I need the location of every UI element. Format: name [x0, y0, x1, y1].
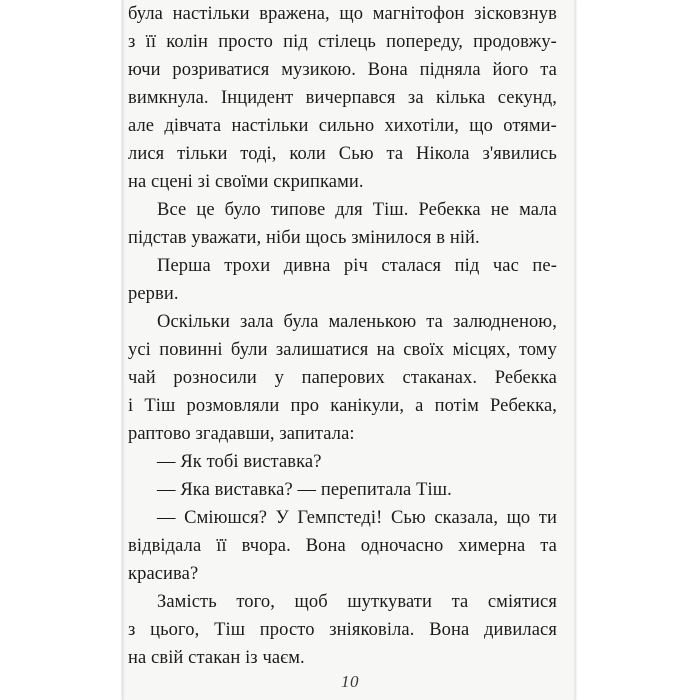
text-word: тобі: [206, 452, 239, 472]
text-word: настільки: [231, 116, 309, 136]
text-word: коли: [289, 144, 326, 164]
text-word: —: [157, 480, 176, 500]
text-word: що: [469, 116, 493, 136]
text-word: щоб: [294, 592, 328, 612]
text-word: мала: [519, 200, 557, 220]
page-number-folio: 10: [341, 672, 359, 691]
text-line: [128, 280, 557, 308]
text-line: [128, 644, 557, 672]
text-line: [128, 140, 557, 168]
text-word: Сміюшся?: [184, 508, 268, 528]
text-word: повинні: [159, 340, 223, 360]
text-line: [128, 196, 557, 224]
text-word: в: [436, 228, 446, 248]
text-line: [128, 616, 557, 644]
text-word: лися: [128, 144, 165, 164]
text-word: магнітофон: [372, 4, 465, 24]
text-line: [128, 0, 557, 28]
text-word: Перша: [157, 256, 211, 276]
text-line: [128, 84, 557, 112]
text-word: —: [297, 480, 317, 500]
text-word: зі: [197, 172, 211, 192]
text-line: [128, 112, 557, 140]
text-word: що: [506, 508, 531, 528]
text-word: потім: [434, 396, 479, 416]
text-word: отями-: [503, 116, 557, 136]
text-word: паперових: [301, 368, 385, 388]
text-word: з: [128, 620, 136, 640]
text-word: тільки: [177, 144, 228, 164]
text-word: її: [216, 536, 227, 556]
text-word: згадавши,: [195, 424, 275, 444]
text-word: сцені: [151, 172, 193, 192]
text-word: ючи: [128, 60, 161, 80]
text-line: [128, 532, 557, 560]
text-word: а: [415, 396, 424, 416]
text-word: на: [128, 172, 147, 192]
text-word: стілець: [318, 32, 376, 52]
text-word: Тіш.: [416, 480, 452, 500]
text-word: це: [196, 200, 215, 220]
text-line: [128, 476, 557, 504]
text-line: [128, 420, 557, 448]
text-word: на: [128, 648, 147, 668]
text-word: Тіш.: [372, 200, 409, 220]
text-word: запитала:: [279, 424, 355, 444]
text-word: її: [145, 32, 157, 52]
text-word: вимкнула.: [128, 88, 209, 108]
text-word: і: [128, 396, 134, 416]
text-word: стакан: [188, 648, 241, 668]
text-word: та: [540, 536, 557, 556]
text-word: дивилася: [484, 620, 557, 640]
text-word: красива?: [128, 564, 199, 584]
text-word: підняла: [419, 60, 481, 80]
text-word: своїми: [215, 172, 269, 192]
text-word: під: [283, 32, 308, 52]
text-word: хихотіли,: [384, 116, 460, 136]
text-line: [128, 588, 557, 616]
text-word: Ребекка: [494, 368, 557, 388]
text-word: скрипками.: [273, 172, 364, 192]
text-word: розносили: [173, 368, 257, 388]
text-word: місцях,: [452, 340, 511, 360]
text-line: [128, 28, 557, 56]
page-text-block: [128, 0, 557, 672]
text-word: Інцидент: [221, 88, 294, 108]
text-word: були: [230, 340, 268, 360]
text-word: типове: [270, 200, 326, 220]
text-word: виставка?: [243, 452, 322, 472]
text-word: сильно: [318, 116, 375, 136]
text-word: просто: [218, 32, 273, 52]
text-word: раптово: [128, 424, 191, 444]
text-word: із: [245, 648, 258, 668]
text-word: чаєм.: [262, 648, 305, 668]
text-word: того,: [236, 592, 275, 612]
text-word: розриватися: [172, 60, 270, 80]
text-word: з: [128, 32, 136, 52]
text-word: свій: [151, 648, 184, 668]
text-word: була: [283, 312, 319, 332]
text-word: Нікола: [416, 144, 470, 164]
text-word: Тіш: [144, 396, 176, 416]
text-word: Оскільки: [157, 312, 231, 332]
text-word: під: [454, 256, 480, 276]
text-word: настільки: [172, 4, 250, 24]
text-word: просто: [259, 620, 315, 640]
text-word: зніяковіла.: [329, 620, 415, 640]
text-word: вичерпався: [305, 88, 396, 108]
text-word: продовжу-: [473, 32, 557, 52]
text-word: колін: [166, 32, 209, 52]
text-word: Вона: [305, 536, 346, 556]
text-word: цього,: [150, 620, 200, 640]
text-word: усі: [128, 340, 151, 360]
text-line: [128, 308, 557, 336]
text-word: виставка?: [214, 480, 293, 500]
text-word: залишатися: [275, 340, 369, 360]
text-line: [128, 336, 557, 364]
text-line: [128, 252, 557, 280]
text-word: тоді,: [240, 144, 277, 164]
text-word: сміятися: [487, 592, 557, 612]
text-word: Гемпстеді!: [297, 508, 383, 528]
text-line: [128, 224, 557, 252]
text-word: попереду,: [386, 32, 463, 52]
text-word: вчора.: [241, 536, 291, 556]
text-word: перепитала: [320, 480, 412, 500]
text-word: з'явились: [482, 144, 557, 164]
text-word: Яка: [180, 480, 210, 500]
text-word: була: [128, 4, 163, 24]
text-word: Замість: [157, 592, 217, 612]
text-word: стаканах.: [402, 368, 478, 388]
text-word: химерна: [458, 536, 526, 556]
text-word: підстав: [128, 228, 187, 248]
text-word: тому: [518, 340, 557, 360]
text-word: секунд,: [497, 88, 557, 108]
text-word: Сью: [338, 144, 374, 164]
text-word: час: [492, 256, 519, 276]
text-word: щось: [305, 228, 347, 248]
text-word: відвідала: [128, 536, 202, 556]
text-word: Вона: [367, 60, 408, 80]
text-word: музикою.: [281, 60, 356, 80]
text-word: рерви.: [128, 284, 179, 304]
text-word: чай: [128, 368, 156, 388]
text-word: одночасно: [360, 536, 444, 556]
text-line: [128, 168, 557, 196]
text-word: у: [274, 368, 284, 388]
text-word: та: [426, 312, 443, 332]
text-line: [128, 448, 557, 476]
text-word: та: [451, 592, 469, 612]
text-word: Тіш: [214, 620, 246, 640]
text-word: зісковзнув: [474, 4, 557, 24]
text-word: та: [386, 144, 404, 164]
text-word: своїх: [403, 340, 445, 360]
text-word: ній.: [449, 228, 480, 248]
text-word: його: [492, 60, 529, 80]
text-word: маленькою: [328, 312, 417, 332]
text-word: сталася: [381, 256, 442, 276]
text-word: що: [339, 4, 364, 24]
text-word: зала: [240, 312, 274, 332]
text-word: не: [490, 200, 510, 220]
text-word: Ребекка,: [490, 396, 557, 416]
text-word: Сью: [390, 508, 426, 528]
text-word: розмовляли: [186, 396, 280, 416]
text-word: про: [290, 396, 320, 416]
text-word: залюдненою,: [452, 312, 557, 332]
text-word: У: [275, 508, 289, 528]
text-word: вражена,: [259, 4, 330, 24]
text-word: сказала,: [434, 508, 499, 528]
text-word: —: [157, 452, 176, 472]
text-word: та: [540, 60, 557, 80]
text-word: Як: [180, 452, 202, 472]
text-word: —: [157, 508, 176, 528]
text-word: було: [224, 200, 261, 220]
text-word: змінилося: [351, 228, 432, 248]
text-word: уважати,: [191, 228, 262, 248]
text-word: трохи: [224, 256, 271, 276]
text-word: ніби: [265, 228, 301, 248]
text-word: на: [376, 340, 395, 360]
text-word: кілька: [436, 88, 486, 108]
text-line: [128, 56, 557, 84]
text-line: [128, 392, 557, 420]
text-line: [128, 504, 557, 532]
text-line: [128, 364, 557, 392]
text-word: пе-: [532, 256, 557, 276]
text-word: ти: [538, 508, 557, 528]
text-word: але: [128, 116, 155, 136]
text-word: Все: [157, 200, 187, 220]
text-word: Вона: [429, 620, 470, 640]
text-line: [128, 560, 557, 588]
text-word: шуткувати: [347, 592, 432, 612]
text-word: за: [407, 88, 424, 108]
text-word: Ребекка: [418, 200, 481, 220]
text-word: дівчата: [164, 116, 222, 136]
text-word: для: [335, 200, 363, 220]
text-word: канікули,: [330, 396, 405, 416]
text-word: річ: [343, 256, 368, 276]
text-word: дивна: [283, 256, 331, 276]
